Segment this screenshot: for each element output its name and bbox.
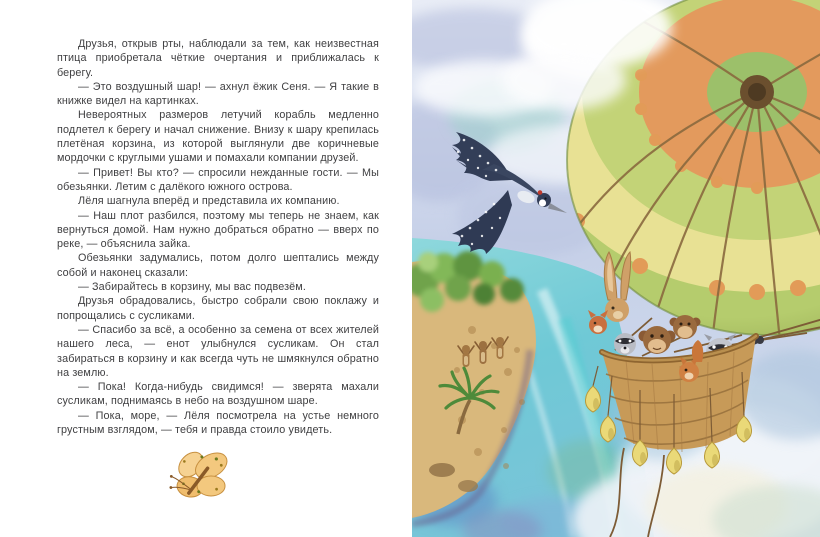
illustration-page bbox=[412, 0, 820, 537]
story-paragraph: — Пока! Когда-нибудь свидимся! — зверята махали сусликам, поднимаясь в небо на воздушном шаре. bbox=[57, 381, 379, 408]
story-paragraph: Обезьянки задумались, потом долго шептались между собой и наконец сказали: bbox=[57, 252, 379, 279]
butterfly-icon bbox=[163, 445, 243, 513]
story-paragraph: — Привет! Вы кто? — спросили нежданные гости. — Мы обезьянки. Летим с далёкого южного острова. bbox=[57, 166, 379, 193]
story-text bbox=[57, 37, 379, 437]
story-paragraph: — Пока, море, — Лёля посмотрела на устье немного грустным взглядом, — тебя и правда стоило увидеть. bbox=[57, 409, 379, 437]
raccoon-small bbox=[614, 333, 636, 355]
butterfly-vignette bbox=[163, 445, 243, 513]
story-paragraph: — Это воздушный шар! — ахнул ёжик Сеня. — Я такие в книжке видел на картинках. bbox=[57, 80, 379, 108]
story-paragraph: — Спасибо за всё, а особенно за семена от всех жителей нашего леса, — енот улыбнулся сусликам. Он стал забираться в корзину и как всегда чуть не шмякнулся обратно на землю. bbox=[57, 323, 379, 379]
story-paragraph: Невероятных размеров летучий корабль медленно подлетел к берегу и начал снижение. Внизу к шару крепилась плетёная корзина, из которой выглянули две коричневые мордочки с круглыми ушами и помахали компании друзей. bbox=[57, 109, 379, 165]
story-paragraph: Лёля шагнула вперёд и представила их компанию. bbox=[78, 195, 340, 208]
story-paragraph: — Забирайтесь в корзину, мы вас подвезём. bbox=[78, 281, 306, 294]
story-paragraph: Друзья, открыв рты, наблюдали за тем, как неизвестная птица приобретала чёткие очертания и приближалась к берегу. bbox=[57, 38, 379, 79]
balloon-illustration bbox=[412, 0, 820, 537]
story-paragraph: — Наш плот разбился, поэтому мы теперь не знаем, как вернуться домой. Нам нужно добраться обратно — вверх по реке, — объяснила зайка. bbox=[57, 209, 379, 251]
story-paragraph: Друзья обрадовались, быстро собрали свою поклажу и попрощались с сусликами. bbox=[57, 295, 379, 322]
